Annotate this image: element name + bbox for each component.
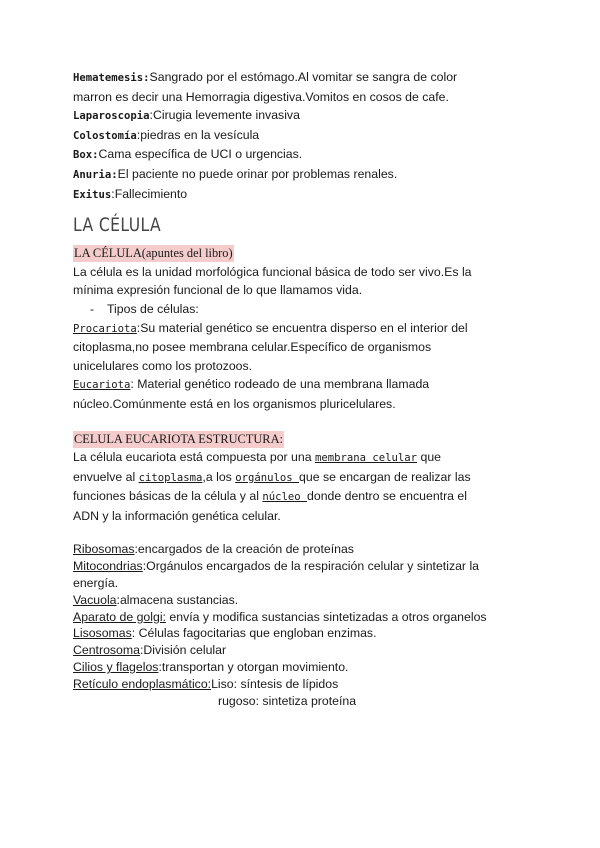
bullet-item-cell-types: [73, 300, 513, 319]
glossary-definition: Cama específica de UCI o urgencias.: [98, 147, 303, 162]
organelle-desc: :encargados de la creación de proteínas: [134, 542, 354, 557]
organelle-ribosomas: [73, 541, 513, 558]
glossary-item-box: [73, 145, 513, 165]
term-eucariota: Eucariota: [73, 379, 131, 392]
glossary-term: Colostomía: [73, 129, 137, 142]
glossary-item-colostomia: [73, 126, 513, 146]
organelle-centrosoma: [73, 642, 513, 659]
glossary-term: Exitus: [73, 188, 112, 201]
glossary-definition: :piedras en la vesícula: [136, 127, 260, 142]
glossary-item-laparoscopia: [73, 106, 513, 126]
organelle-mitocondrias: [73, 558, 513, 575]
glossary-definition: Sangrado por el estómago.Al vomitar se sangra de color: [149, 70, 458, 84]
text-run: donde dentro se encuentra el: [307, 489, 467, 504]
glossary-definition-continued: marron es decir una Hemorragia digestiva.Vomitos en cosos de cafe.: [73, 89, 449, 104]
glossary-definition: :Fallecimiento: [111, 186, 188, 201]
structure-line-1: [73, 448, 513, 468]
eucariota-definition: : Material genético rodeado de una membrana llamada: [130, 377, 430, 392]
organelle-name: Ribosomas: [73, 542, 135, 557]
term-membrana-celular: membrana celular: [315, 452, 418, 465]
organelle-list: [73, 541, 513, 709]
organelle-reticulo: [73, 676, 513, 693]
procariota-line: [73, 319, 513, 339]
organelle-name: Lisosomas: [73, 626, 132, 641]
glossary-term: Anuria:: [73, 168, 118, 181]
section-title: LA CÉLULA: [73, 214, 162, 237]
paragraph-line: núcleo.Comúnmente está en los organismos pluricelulares.: [73, 396, 396, 411]
glossary-definition: El paciente no puede orinar por problemas renales.: [117, 166, 398, 181]
glossary-item-hematemesis: [73, 68, 513, 88]
organelle-name: Cilios y flagelos: [73, 660, 159, 675]
organelle-name: Vacuola: [73, 592, 117, 607]
highlighted-heading: LA CÉLULA(apuntes del libro): [74, 246, 233, 261]
glossary-item-exitus: [73, 185, 513, 205]
organelle-desc: :Orgánulos encargados de la respiración celular y sintetizar la: [142, 559, 480, 574]
subsection-heading-structure: [73, 430, 513, 449]
term-citoplasma: citoplasma: [138, 471, 203, 484]
text-run: La célula eucariota está compuesta por una: [73, 450, 315, 465]
organelle-golgi: [73, 609, 513, 626]
paragraph-line: mínima expresión funcional de lo que llamamos vida.: [73, 283, 363, 298]
eucariota-line: [73, 375, 513, 395]
organelle-name: Centrosoma: [73, 643, 140, 658]
subsection-heading-cell-notes: [73, 244, 513, 263]
term-procariota: Procariota: [73, 322, 137, 335]
spacer: [73, 525, 513, 541]
organelle-desc: :transportan y otorgan movimiento.: [158, 660, 349, 675]
paragraph-line: citoplasma,no posee membrana celular.Específico de organismos: [73, 340, 432, 355]
glossary-term: Box:: [73, 149, 99, 162]
organelle-cilios: [73, 659, 513, 676]
organelle-desc: :División celular: [139, 643, 227, 658]
structure-line-4: ADN y la información genética celular.: [73, 508, 281, 523]
glossary-term: Laparoscopia: [73, 110, 150, 123]
organelle-desc: Liso: síntesis de lípidos: [211, 676, 339, 691]
glossary-definition: :Cirugia levemente invasiva: [149, 108, 300, 123]
organelle-lisosomas: [73, 625, 513, 642]
bullet-text: Tipos de células:: [107, 301, 199, 316]
paragraph-line: La célula es la unidad morfológica funcional básica de todo ser vivo.Es la: [73, 264, 472, 279]
highlighted-heading: CELULA EUCARIOTA ESTRUCTURA:: [74, 431, 283, 446]
term-organulos: orgánulos: [235, 471, 300, 484]
structure-line-3: [73, 487, 513, 507]
organelle-desc: :almacena sustancias.: [116, 592, 239, 607]
organelle-name: Retículo endoplasmático:: [73, 676, 212, 691]
paragraph-line: unicelulares como los protozoos.: [73, 358, 253, 373]
text-run: funciones básicas de la célula y al: [73, 489, 263, 504]
document-page: [73, 68, 513, 709]
text-run: que: [417, 450, 441, 465]
text-run: envuelve al: [73, 469, 139, 484]
organelle-name: Mitocondrias: [73, 559, 143, 574]
organelle-name: Aparato de golgi:: [73, 609, 166, 624]
text-run: que se encargan de realizar las: [299, 469, 471, 484]
organelle-desc: : Células fagocitarias que engloban enzimas.: [131, 626, 377, 641]
structure-line-2: [73, 468, 513, 488]
bullet-dash: -: [90, 301, 95, 316]
term-nucleo: núcleo: [262, 491, 308, 504]
glossary-item-anuria: [73, 165, 513, 185]
glossary-term: Hematemesis:: [73, 72, 150, 84]
organelle-desc-continued: energía.: [73, 576, 119, 591]
organelle-desc-continued: rugoso: sintetiza proteína: [218, 693, 357, 708]
organelle-vacuola: [73, 592, 513, 609]
spacer: [73, 414, 513, 430]
organelle-desc: envía y modifica sustancias sintetizadas a otros organelos: [165, 609, 487, 624]
text-run: ,a los: [202, 469, 236, 484]
procariota-definition: :Su material genético se encuentra disperso en el interior del: [136, 320, 468, 335]
